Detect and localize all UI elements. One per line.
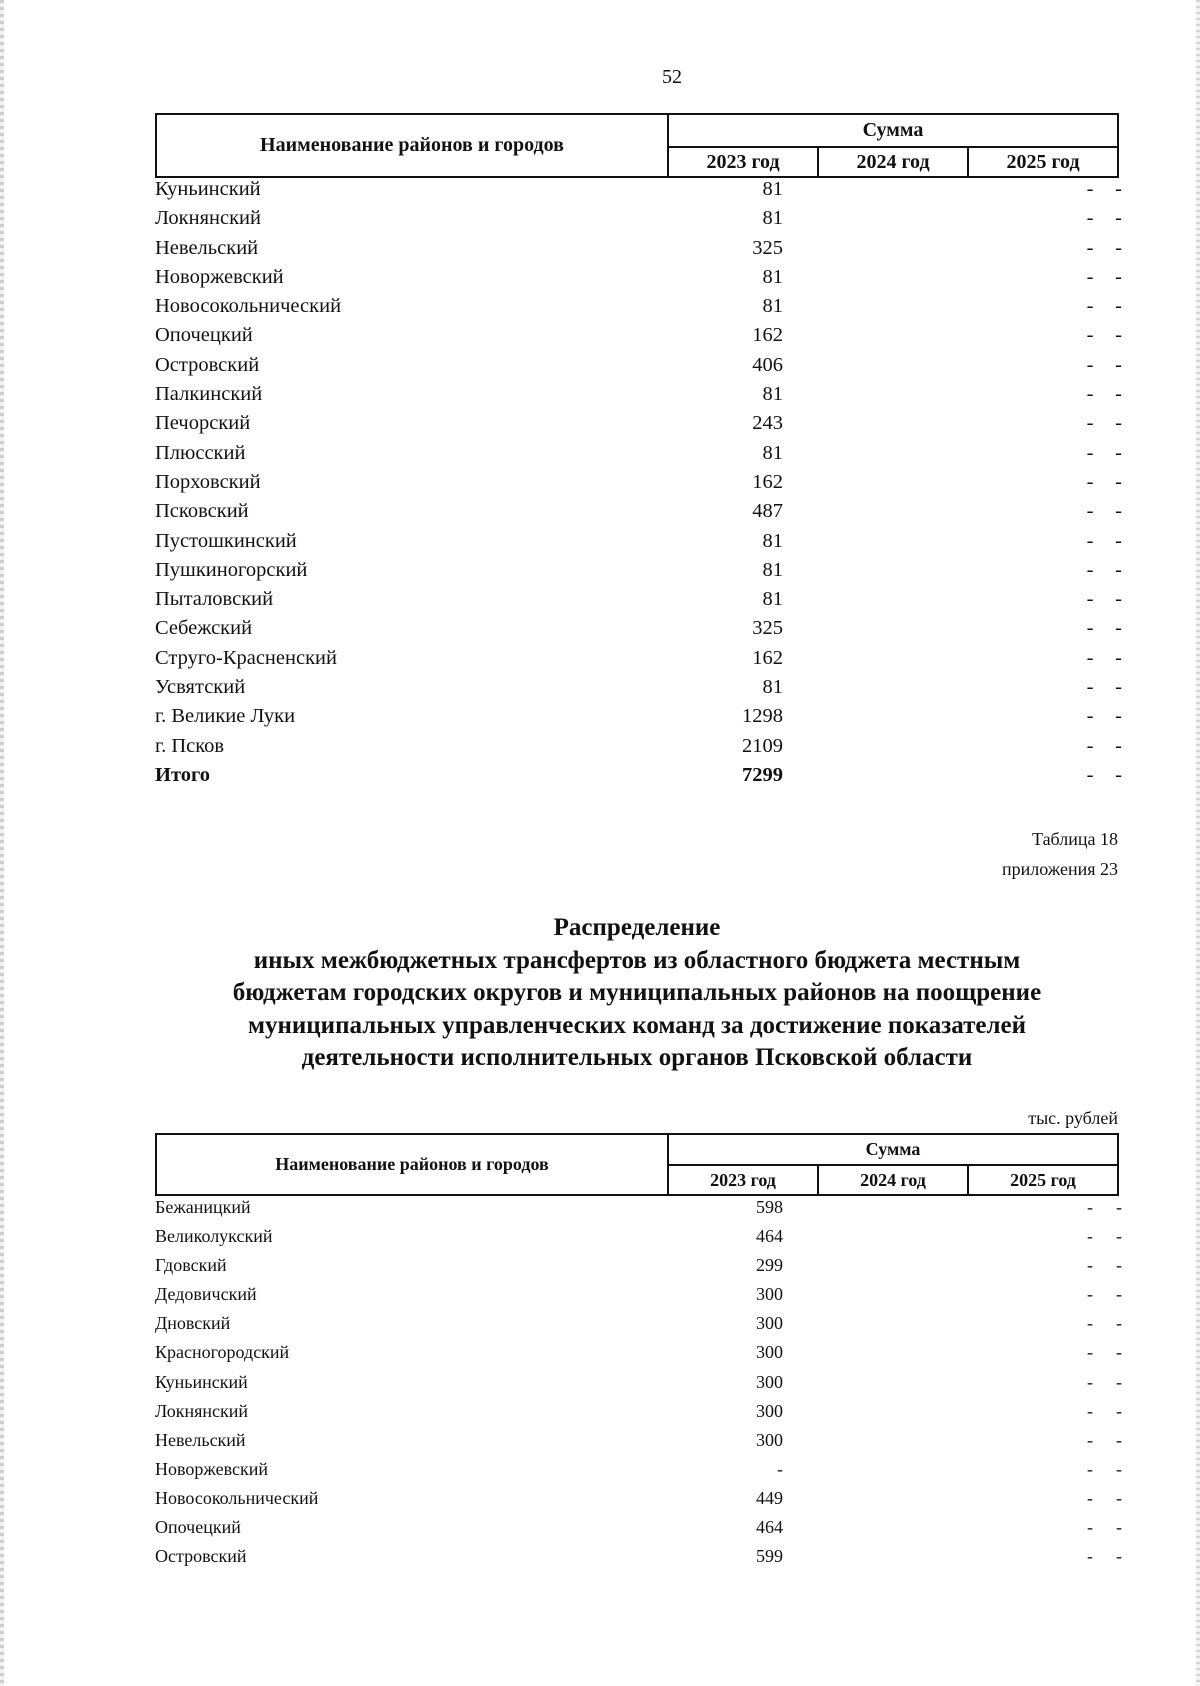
value-2024: - bbox=[1086, 588, 1094, 611]
value-2023: 162 bbox=[752, 646, 783, 669]
value-2023: 81 bbox=[762, 295, 783, 318]
value-2025: - bbox=[1115, 646, 1122, 669]
value-2023: 162 bbox=[752, 324, 783, 347]
table-row bbox=[155, 175, 1122, 204]
table-row bbox=[155, 1193, 1122, 1222]
value-2025: - bbox=[1115, 763, 1122, 786]
value-2025: - bbox=[1115, 441, 1122, 464]
district-name: Локнянский bbox=[155, 1400, 249, 1421]
table-row bbox=[155, 1542, 1122, 1571]
value-2024: - bbox=[1086, 470, 1094, 493]
value-2024: - bbox=[1086, 734, 1094, 757]
value-2025: - bbox=[1115, 588, 1122, 611]
value-2025: - bbox=[1116, 1313, 1122, 1334]
district-name: Дедовичский bbox=[155, 1284, 257, 1305]
value-2023: 2109 bbox=[742, 734, 783, 757]
value-2024: - bbox=[1087, 1226, 1093, 1247]
value-2025: - bbox=[1116, 1284, 1122, 1305]
value-2023: 487 bbox=[752, 500, 783, 523]
district-name: Пыталовский bbox=[155, 588, 274, 611]
value-2025: - bbox=[1116, 1487, 1122, 1508]
table-continued-header bbox=[155, 113, 1119, 178]
district-name: Невельский bbox=[155, 1429, 246, 1450]
district-name: Струго-Красненский bbox=[155, 646, 337, 669]
header-year-2023: 2023 год bbox=[669, 1166, 819, 1194]
district-name: Куньинский bbox=[155, 1371, 248, 1392]
district-name: Гдовский bbox=[155, 1255, 227, 1276]
value-2024: - bbox=[1086, 412, 1094, 435]
value-2024: - bbox=[1087, 1313, 1093, 1334]
value-2023: 81 bbox=[762, 558, 783, 581]
value-2024: - bbox=[1087, 1371, 1093, 1392]
value-2023: 81 bbox=[762, 178, 783, 200]
value-2024: - bbox=[1087, 1546, 1093, 1567]
district-name: Пустошкинский bbox=[155, 529, 297, 552]
table-row bbox=[155, 321, 1122, 350]
district-name: Опочецкий bbox=[155, 324, 253, 347]
table-row bbox=[155, 556, 1122, 585]
district-name: Куньинский bbox=[155, 178, 261, 200]
district-name: Островский bbox=[155, 1546, 247, 1567]
table-row bbox=[155, 673, 1122, 702]
table-row bbox=[155, 380, 1122, 409]
district-name: Новосокольнический bbox=[155, 295, 342, 318]
value-2024: - bbox=[1087, 1517, 1093, 1538]
value-2025: - bbox=[1116, 1429, 1122, 1450]
value-2025: - bbox=[1115, 207, 1122, 230]
table-row bbox=[155, 1251, 1122, 1280]
value-2025: - bbox=[1115, 265, 1122, 288]
title-line-3: бюджетам городских округов и муниципальных районов на поощрение bbox=[232, 979, 1042, 1006]
table-row bbox=[155, 1426, 1122, 1455]
value-2025: - bbox=[1116, 1458, 1122, 1479]
district-name: Псковский bbox=[155, 500, 249, 523]
value-2024: - bbox=[1087, 1197, 1093, 1217]
value-2025: - bbox=[1115, 676, 1122, 699]
value-2023: 464 bbox=[756, 1226, 783, 1247]
value-2024: - bbox=[1086, 617, 1094, 640]
value-2024: - bbox=[1086, 529, 1094, 552]
table-row bbox=[155, 732, 1122, 761]
header-year-2023: 2023 год bbox=[669, 148, 819, 176]
value-2025: - bbox=[1115, 617, 1122, 640]
title-line-4: муниципальных управленческих команд за достижение показателей bbox=[247, 1011, 1027, 1039]
unit-label: тыс. рублей bbox=[1028, 1108, 1118, 1128]
table-continued-body bbox=[155, 175, 1122, 790]
value-2024: - bbox=[1086, 178, 1094, 200]
value-2024: - bbox=[1086, 236, 1094, 259]
value-2025: - bbox=[1115, 558, 1122, 581]
district-name: Новоржевский bbox=[155, 1458, 268, 1479]
header-sum-column: Сумма bbox=[669, 115, 1117, 148]
table-row bbox=[155, 1484, 1122, 1513]
table-row bbox=[155, 527, 1122, 556]
value-2024: - bbox=[1086, 295, 1094, 318]
value-2023: 81 bbox=[762, 588, 783, 611]
scan-edge-left bbox=[0, 0, 4, 1686]
table-caption-number: Таблица 18 bbox=[1032, 829, 1118, 849]
table-row bbox=[155, 1368, 1122, 1397]
value-2025: - bbox=[1115, 178, 1122, 200]
value-2024: - bbox=[1086, 558, 1094, 581]
district-name: Пушкиногорский bbox=[155, 558, 308, 581]
value-2023: 325 bbox=[752, 617, 783, 640]
table-row bbox=[155, 1338, 1122, 1367]
value-2024: - bbox=[1087, 1487, 1093, 1508]
value-2023: 162 bbox=[752, 470, 783, 493]
header-sum-column: Сумма bbox=[669, 1135, 1117, 1166]
table-row bbox=[155, 351, 1122, 380]
title-line-2: иных межбюджетных трансфертов из областного бюджета местным bbox=[253, 946, 1021, 974]
table-row bbox=[155, 1222, 1122, 1251]
value-2024: - bbox=[1086, 383, 1094, 406]
value-2024: - bbox=[1086, 705, 1094, 728]
district-name: Новоржевский bbox=[155, 265, 284, 288]
value-2025: - bbox=[1115, 236, 1122, 259]
district-name: г. Великие Луки bbox=[155, 705, 296, 728]
value-2023: 599 bbox=[756, 1546, 783, 1567]
value-2023: 81 bbox=[762, 207, 783, 230]
value-2025: - bbox=[1115, 734, 1122, 757]
value-2025: - bbox=[1115, 470, 1122, 493]
value-2023: 243 bbox=[752, 412, 783, 435]
value-2024: - bbox=[1086, 207, 1094, 230]
value-2024: - bbox=[1086, 441, 1094, 464]
district-name: Новосокольнический bbox=[155, 1487, 319, 1508]
table-row bbox=[155, 1309, 1122, 1338]
value-2025: - bbox=[1115, 383, 1122, 406]
district-name: Опочецкий bbox=[155, 1517, 241, 1538]
value-2023: 449 bbox=[756, 1487, 783, 1508]
value-2023: 300 bbox=[756, 1284, 783, 1305]
district-name: Локнянский bbox=[155, 207, 261, 230]
value-2023: 81 bbox=[762, 529, 783, 552]
value-2024: - bbox=[1087, 1429, 1093, 1450]
value-2023: 81 bbox=[762, 676, 783, 699]
header-name-column: Наименование районов и городов bbox=[157, 115, 669, 176]
district-name: Невельский bbox=[155, 236, 259, 259]
value-2023: 406 bbox=[752, 353, 783, 376]
value-2023: 81 bbox=[762, 383, 783, 406]
header-name-column: Наименование районов и городов bbox=[157, 1135, 669, 1194]
value-2023: 299 bbox=[756, 1255, 783, 1276]
value-2023: 7299 bbox=[742, 763, 783, 786]
title-line-5: деятельности исполнительных органов Псковской области bbox=[301, 1044, 973, 1071]
value-2023: 300 bbox=[756, 1429, 783, 1450]
value-2025: - bbox=[1115, 500, 1122, 523]
table-row bbox=[155, 497, 1122, 526]
table-row bbox=[155, 204, 1122, 233]
value-2023: 300 bbox=[756, 1371, 783, 1392]
value-2025: - bbox=[1116, 1197, 1122, 1217]
value-2025: - bbox=[1116, 1400, 1122, 1421]
value-2025: - bbox=[1115, 324, 1122, 347]
table-row bbox=[155, 644, 1122, 673]
table-row bbox=[155, 585, 1122, 614]
value-2023: - bbox=[777, 1458, 783, 1479]
header-year-2025: 2025 год bbox=[1006, 150, 1080, 173]
table-caption bbox=[1002, 824, 1118, 884]
table-caption-appendix: приложения 23 bbox=[1001, 859, 1118, 879]
value-2023: 81 bbox=[762, 265, 783, 288]
table-row bbox=[155, 263, 1122, 292]
value-2023: 300 bbox=[756, 1313, 783, 1334]
district-name: Островский bbox=[155, 353, 260, 376]
header-year-2024: 2024 год bbox=[819, 148, 969, 176]
table-row bbox=[155, 1397, 1122, 1426]
district-name: Порховский bbox=[155, 470, 261, 493]
table-row bbox=[155, 292, 1122, 321]
district-name: Печорский bbox=[155, 412, 251, 435]
value-2025: - bbox=[1116, 1226, 1122, 1247]
table-row bbox=[155, 234, 1122, 263]
table-total-row bbox=[155, 761, 1122, 790]
table-row bbox=[155, 1513, 1122, 1542]
value-2023: 598 bbox=[756, 1197, 783, 1217]
value-2024: - bbox=[1087, 1458, 1093, 1479]
value-2025: - bbox=[1116, 1342, 1122, 1363]
table-row bbox=[155, 409, 1122, 438]
value-2023: 1298 bbox=[742, 705, 783, 728]
value-2024: - bbox=[1087, 1342, 1093, 1363]
value-2025: - bbox=[1116, 1255, 1122, 1276]
value-2025: - bbox=[1115, 705, 1122, 728]
value-2024: - bbox=[1086, 646, 1094, 669]
total-label: Итого bbox=[155, 763, 211, 786]
value-2025: - bbox=[1115, 529, 1122, 552]
value-2025: - bbox=[1116, 1371, 1122, 1392]
value-2024: - bbox=[1087, 1400, 1093, 1421]
district-name: Красногородский bbox=[155, 1342, 290, 1363]
table-row bbox=[155, 1280, 1122, 1309]
value-2024: - bbox=[1086, 353, 1094, 376]
value-2024: - bbox=[1086, 265, 1094, 288]
table-row bbox=[155, 1455, 1122, 1484]
table-new-body bbox=[155, 1193, 1122, 1571]
table-row bbox=[155, 468, 1122, 497]
district-name: Плюсский bbox=[155, 441, 246, 464]
table-row bbox=[155, 702, 1122, 731]
value-2023: 464 bbox=[756, 1517, 783, 1538]
value-2023: 325 bbox=[752, 236, 783, 259]
value-2025: - bbox=[1115, 412, 1122, 435]
value-2023: 300 bbox=[756, 1400, 783, 1421]
district-name: Себежский bbox=[155, 617, 253, 640]
value-2025: - bbox=[1116, 1517, 1122, 1538]
section-title bbox=[155, 912, 1119, 1075]
district-name: Великолукский bbox=[155, 1226, 273, 1247]
value-2023: 81 bbox=[762, 441, 783, 464]
title-line-1: Распределение bbox=[553, 914, 721, 941]
value-2025: - bbox=[1116, 1546, 1122, 1567]
district-name: Усвятский bbox=[155, 676, 246, 699]
value-2024: - bbox=[1086, 500, 1094, 523]
table-row bbox=[155, 439, 1122, 468]
value-2025: - bbox=[1115, 353, 1122, 376]
header-year-2025: 2025 год bbox=[1010, 1169, 1076, 1190]
district-name: Бежаницкий bbox=[155, 1197, 251, 1217]
district-name: г. Псков bbox=[155, 734, 225, 757]
value-2024: - bbox=[1087, 1255, 1093, 1276]
header-year-2024: 2024 год bbox=[819, 1166, 969, 1194]
value-2024: - bbox=[1086, 676, 1094, 699]
table-row bbox=[155, 614, 1122, 643]
value-2024: - bbox=[1086, 324, 1094, 347]
value-2024: - bbox=[1087, 1284, 1093, 1305]
scan-edge-right bbox=[1196, 0, 1200, 1686]
page-number: 52 bbox=[662, 66, 682, 88]
district-name: Палкинский bbox=[155, 383, 263, 406]
value-2023: 300 bbox=[756, 1342, 783, 1363]
value-2025: - bbox=[1115, 295, 1122, 318]
value-2024: - bbox=[1086, 763, 1094, 786]
district-name: Дновский bbox=[155, 1313, 231, 1334]
table-new-header bbox=[155, 1133, 1119, 1196]
